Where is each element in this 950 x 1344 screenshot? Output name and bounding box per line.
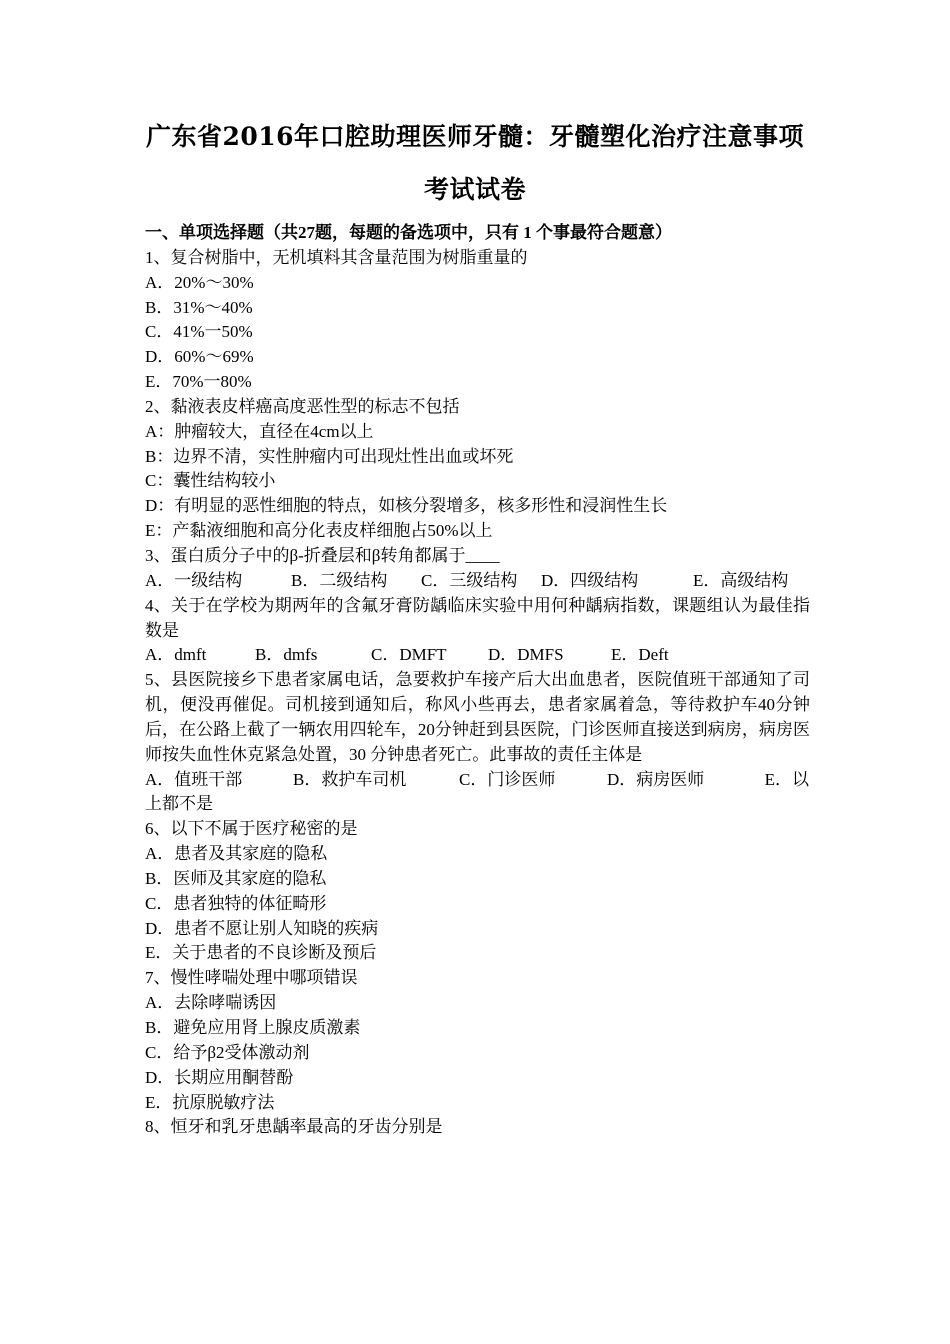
question-4-option-c: C．DMFT — [371, 645, 447, 665]
question-5-option-e-continued: 上都不是 — [145, 794, 213, 814]
question-6-option-b: B．医师及其家庭的隐私 — [145, 868, 327, 888]
question-2-option-c: C：囊性结构较小 — [145, 471, 276, 491]
question-2-option-b: B：边界不清，实性肿瘤内可出现灶性出血或坏死 — [145, 446, 514, 466]
question-1-option-b: B．31%～40% — [145, 297, 253, 317]
question-3-stem: 3、蛋白质分子中的β-折叠层和β转角都属于____ — [145, 545, 500, 565]
question-2-option-a: A：肿瘤较大，直径在4cm以上 — [145, 421, 374, 441]
question-6-option-c: C．患者独特的体征畸形 — [145, 893, 327, 913]
question-6-option-d: D．患者不愿让别人知晓的疾病 — [145, 918, 379, 938]
document-title-line2: 考试试卷 — [423, 175, 526, 204]
question-7-option-e: E．抗原脱敏疗法 — [145, 1092, 275, 1112]
question-5-option-c: C．门诊医师 — [459, 769, 556, 789]
question-6-option-e: E．关于患者的不良诊断及预后 — [145, 943, 377, 963]
question-5-stem: 5、县医院接乡下患者家属电话，急要救护车接产后大出血患者，医院值班干部通知了司机，便没再催促。司机接到通知后，称风小些再去，患者家属着急，等待救护车40分钟后，在公路上截了一辆农用四轮车，20分钟赶到县医院，门诊医师直接送到病房，病房医师按失血性休克紧急处置，30 分钟患者死亡。此事故的责任主体是 — [145, 670, 810, 764]
question-4-options — [145, 643, 810, 668]
question-7-stem: 7、慢性哮喘处理中哪项错误 — [145, 968, 358, 988]
question-1-stem: 1、复合树脂中，无机填料其含量范围为树脂重量的 — [145, 247, 528, 267]
section-heading: 一、单项选择题（共27题，每题的备选项中，只有 1 个事最符合题意） — [145, 223, 672, 242]
question-4-option-e: E．Deft — [611, 645, 669, 665]
question-5-options — [145, 768, 810, 793]
question-5-option-b: B．救护车司机 — [293, 769, 407, 789]
question-2-stem: 2、黏液表皮样癌高度恶性型的标志不包括 — [145, 396, 460, 416]
question-6-option-a: A．患者及其家庭的隐私 — [145, 844, 328, 864]
question-5-option-e: E．以 — [764, 769, 809, 789]
document-title-line1: 广东省2016年口腔助理医师牙髓：牙髓塑化治疗注意事项 — [145, 122, 805, 151]
question-5-option-a: A．值班干部 — [145, 769, 243, 789]
document-body — [145, 221, 810, 1140]
question-3-option-a: A．一级结构 — [145, 570, 243, 590]
question-1-option-c: C．41%一50% — [145, 322, 253, 342]
question-6-stem: 6、以下不属于医疗秘密的是 — [145, 819, 358, 839]
question-3-option-e: E．高级结构 — [693, 570, 789, 590]
question-4-option-b: B．dmfs — [255, 645, 318, 665]
question-4-option-d: D．DMFS — [488, 645, 564, 665]
question-7-option-b: B．避免应用肾上腺皮质激素 — [145, 1018, 361, 1037]
question-3-option-d: D．四级结构 — [541, 570, 639, 590]
question-1-option-e: E．70%一80% — [145, 372, 252, 392]
question-3-options — [145, 569, 810, 594]
question-1-option-a: A．20%～30% — [145, 272, 254, 292]
question-4-option-a: A．dmft — [145, 645, 207, 665]
question-2-option-e: E：产黏液细胞和高分化表皮样细胞占50%以上 — [145, 521, 493, 541]
question-5-option-d: D．病房医师 — [607, 769, 705, 789]
question-1-option-d: D．60%～69% — [145, 347, 254, 367]
question-3-option-b: B．二级结构 — [291, 570, 388, 590]
question-7-option-d: D．长期应用酮替酚 — [145, 1067, 294, 1087]
question-3-option-c: C．三级结构 — [421, 570, 518, 590]
question-2-option-d: D：有明显的恶性细胞的特点，如核分裂增多，核多形性和浸润性生长 — [145, 496, 668, 516]
question-7-option-c: C．给予β2受体激动剂 — [145, 1042, 310, 1062]
question-4-stem: 4、关于在学校为期两年的含氟牙膏防龋临床实验中用何种龋病指数，课题组认为最佳指数是 — [145, 595, 810, 640]
question-7-option-a: A．去除哮喘诱因 — [145, 993, 277, 1013]
question-8-stem: 8、恒牙和乳牙患龋率最高的牙齿分别是 — [145, 1117, 443, 1137]
